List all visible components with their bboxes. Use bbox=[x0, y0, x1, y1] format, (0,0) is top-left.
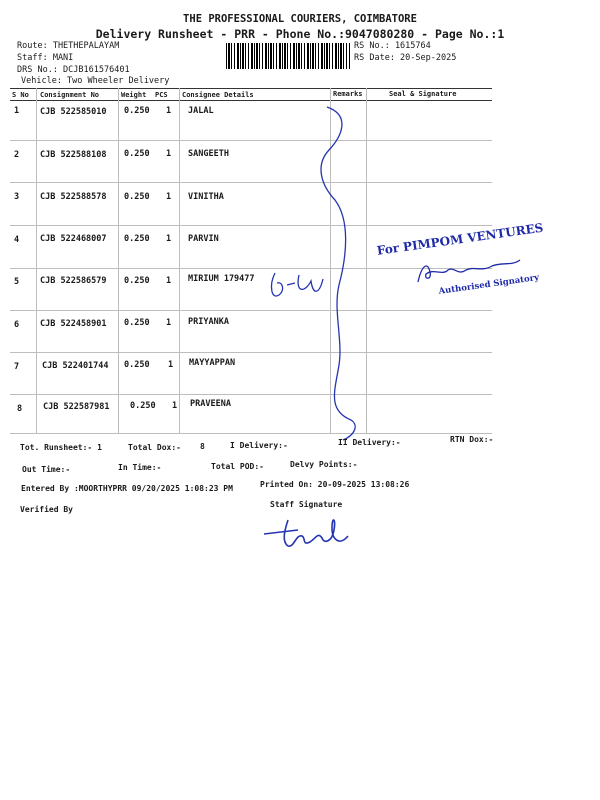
row-consignment: CJB 522587981 bbox=[43, 402, 110, 412]
col-header-remarks: Remarks bbox=[333, 90, 363, 98]
row-consignment: CJB 522586579 bbox=[40, 276, 107, 286]
col-header-consignment: Consignment No bbox=[40, 91, 100, 99]
row-sno: 6 bbox=[14, 320, 20, 330]
row-rule bbox=[10, 182, 492, 183]
row-consignment: CJB 522401744 bbox=[42, 361, 109, 371]
ii-delivery: II Delivery:- bbox=[338, 438, 401, 447]
table-bottom-rule bbox=[10, 433, 492, 434]
col-header-seal-signature: Seal & Signature bbox=[389, 90, 457, 98]
row-rule bbox=[10, 352, 492, 353]
total-dox-value: 8 bbox=[200, 442, 205, 451]
row-weight: 0.250 bbox=[124, 149, 150, 159]
row-pcs: 1 bbox=[168, 360, 174, 370]
col-header-weight: Weight bbox=[121, 91, 147, 99]
entered-by: Entered By :MOORTHYPRR 09/20/2025 1:08:23 PM bbox=[21, 484, 233, 493]
row-sno: 7 bbox=[14, 362, 20, 372]
row-pcs: 1 bbox=[166, 106, 172, 116]
delvy-points: Delvy Points:- bbox=[290, 460, 358, 469]
drs-number: DRS No.: DCJB161576401 bbox=[17, 65, 130, 75]
row-consignee: PARVIN bbox=[188, 234, 219, 244]
tot-runsheet: Tot. Runsheet:- 1 bbox=[20, 443, 102, 452]
row-weight: 0.250 bbox=[124, 318, 150, 328]
vehicle-label: Vehicle: Two Wheeler Delivery bbox=[21, 76, 170, 86]
row-rule bbox=[10, 310, 492, 311]
out-time: Out Time:- bbox=[22, 465, 71, 474]
row-sno: 8 bbox=[17, 404, 23, 414]
total-dox-label: Total Dox:- bbox=[128, 443, 181, 452]
remarks-scribble-drawing bbox=[255, 95, 375, 455]
row-consignment: CJB 522588578 bbox=[40, 192, 107, 202]
authorised-signatory: Authorised Signatory bbox=[438, 272, 540, 297]
row-consignment: CJB 522588108 bbox=[40, 150, 107, 160]
row-consignment: CJB 522585010 bbox=[40, 107, 107, 117]
row-pcs: 1 bbox=[166, 149, 172, 159]
in-time: In Time:- bbox=[118, 463, 162, 472]
row-consignment: CJB 522468007 bbox=[40, 234, 107, 244]
row-weight: 0.250 bbox=[124, 360, 150, 370]
rs-date: RS Date: 20-Sep-2025 bbox=[354, 53, 457, 63]
company-stamp: For PIMPOM VENTURES bbox=[376, 220, 545, 258]
row-consignee: PRIYANKA bbox=[188, 317, 229, 327]
row-consignee: VINITHA bbox=[188, 192, 224, 202]
row-weight: 0.250 bbox=[124, 106, 150, 116]
i-delivery: I Delivery:- bbox=[230, 441, 288, 450]
rs-number: RS No.: 1615764 bbox=[354, 41, 431, 51]
row-consignment: CJB 522458901 bbox=[40, 319, 107, 329]
table-header-rule bbox=[10, 100, 492, 101]
row-sno: 4 bbox=[14, 235, 20, 245]
total-pod: Total POD:- bbox=[211, 462, 264, 471]
row-sno: 3 bbox=[14, 192, 20, 202]
row-consignee: MAYYAPPAN bbox=[189, 358, 236, 368]
row-rule bbox=[10, 394, 492, 395]
route-label: Route: THETHEPALAYAM bbox=[17, 41, 120, 51]
row-pcs: 1 bbox=[166, 234, 172, 244]
row-sno: 1 bbox=[14, 106, 20, 116]
col-header-pcs: PCS bbox=[155, 91, 168, 99]
row-weight: 0.250 bbox=[124, 192, 150, 202]
row-pcs: 1 bbox=[172, 401, 178, 411]
company-title: THE PROFESSIONAL COURIERS, COIMBATORE bbox=[183, 13, 417, 25]
row-pcs: 1 bbox=[166, 192, 172, 202]
row-rule bbox=[10, 225, 492, 226]
row-consignee: SANGEETH bbox=[188, 149, 229, 159]
row-pcs: 1 bbox=[166, 318, 172, 328]
row-pcs: 1 bbox=[166, 276, 172, 286]
row-consignee: MIRIUM 179477 bbox=[188, 274, 255, 284]
row-weight: 0.250 bbox=[124, 276, 150, 286]
row-weight: 0.250 bbox=[130, 401, 156, 411]
table-top-rule bbox=[10, 88, 492, 89]
row-consignee: JALAL bbox=[188, 106, 214, 116]
col-header-consignee: Consignee Details bbox=[182, 91, 254, 99]
row-weight: 0.250 bbox=[124, 234, 150, 244]
runsheet-subtitle: Delivery Runsheet - PRR - Phone No.:9047080280 - Page No.:1 bbox=[95, 27, 505, 41]
rtn-dox: RTN Dox:- bbox=[450, 435, 494, 444]
staff-signature-drawing bbox=[262, 508, 358, 554]
row-sno: 2 bbox=[14, 150, 20, 160]
col-header-sno: S No bbox=[12, 91, 29, 99]
staff-signature-label: Staff Signature bbox=[270, 500, 343, 509]
barcode-image bbox=[226, 43, 350, 69]
row-sno: 5 bbox=[14, 277, 20, 287]
row-rule bbox=[10, 140, 492, 141]
staff-label: Staff: MANI bbox=[17, 53, 74, 63]
verified-by: Verified By bbox=[20, 505, 73, 514]
row-consignee: PRAVEENA bbox=[190, 399, 231, 409]
printed-on: Printed On: 20-09-2025 13:08:26 bbox=[260, 480, 410, 489]
